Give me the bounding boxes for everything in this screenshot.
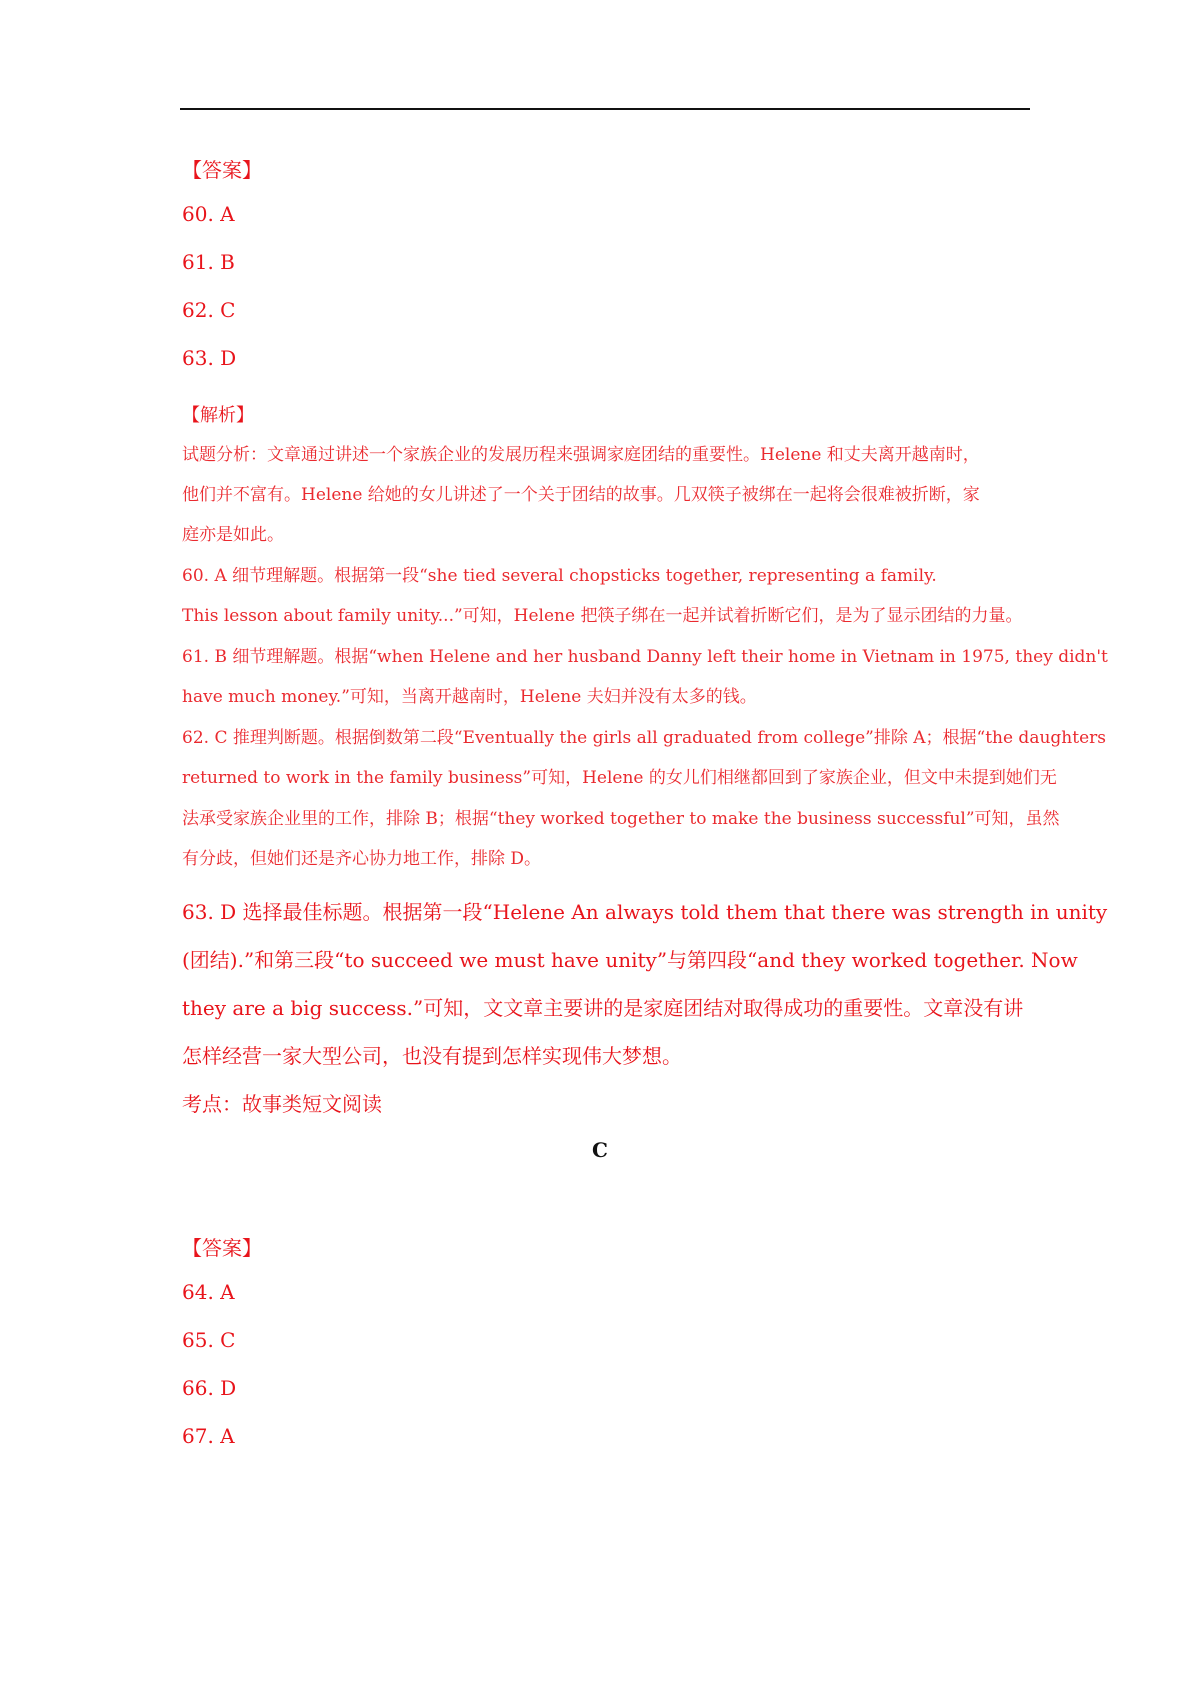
analysis-line: 试题分析：文章通过讲述一个家族企业的发展历程来强调家庭团结的重要性。Helene 和丈夫离开越南时，: [182, 445, 980, 465]
kaodian: 考点：故事类短文阅读: [182, 1092, 382, 1116]
answer-item: 64. A: [182, 1280, 235, 1304]
analysis-line: 60. A 细节理解题。根据第一段“she tied several chopsticks together, representing a family.: [182, 566, 937, 586]
analysis-line: 62. C 推理判断题。根据倒数第二段“Eventually the girls all graduated from college”排除 A；根据“the daughters: [182, 728, 1106, 748]
section-heading-c: C: [592, 1138, 608, 1162]
analysis-line: have much money.”可知，当离开越南时，Helene 夫妇并没有太多的钱。: [182, 687, 757, 707]
answer-item: 62. C: [182, 298, 236, 322]
analysis-heading: 【解析】: [182, 405, 254, 426]
answer-item: 60. A: [182, 202, 235, 226]
analysis-line: 他们并不富有。Helene 给她的女儿讲述了一个关于团结的故事。几双筷子被绑在一起将会很难被折断，家: [182, 485, 980, 505]
answer-item: 63. D: [182, 346, 237, 370]
answer-heading: 【答案】: [182, 158, 262, 182]
q63-line: 63. D 选择最佳标题。根据第一段“Helene An always told them that there was strength in unity: [182, 900, 1108, 924]
header-rule: [180, 108, 1030, 110]
q63-line: (团结).”和第三段“to succeed we must have unity”与第四段“and they worked together. Now: [182, 948, 1078, 972]
analysis-line: 61. B 细节理解题。根据“when Helene and her husband Danny left their home in Vietnam in 1975, they didn't: [182, 647, 1108, 667]
analysis-line: 法承受家族企业里的工作，排除 B；根据“they worked together to make the business successful”可知，虽然: [182, 809, 1060, 829]
analysis-line: 有分歧，但她们还是齐心协力地工作，排除 D。: [182, 849, 542, 869]
answer-item: 65. C: [182, 1328, 236, 1352]
answer-heading: 【答案】: [182, 1236, 262, 1260]
answer-item: 66. D: [182, 1376, 237, 1400]
analysis-line: 庭亦是如此。: [182, 525, 284, 545]
analysis-line: This lesson about family unity...”可知，Helene 把筷子绑在一起并试着折断它们，是为了显示团结的力量。: [182, 606, 1023, 626]
answer-item: 67. A: [182, 1424, 235, 1448]
analysis-line: returned to work in the family business”可知，Helene 的女儿们相继都回到了家族企业，但文中未提到她们无: [182, 768, 1057, 788]
answer-item: 61. B: [182, 250, 235, 274]
q63-line: 怎样经营一家大型公司，也没有提到怎样实现伟大梦想。: [182, 1044, 682, 1068]
q63-line: they are a big success.”可知，文文章主要讲的是家庭团结对取得成功的重要性。文章没有讲: [182, 996, 1024, 1020]
